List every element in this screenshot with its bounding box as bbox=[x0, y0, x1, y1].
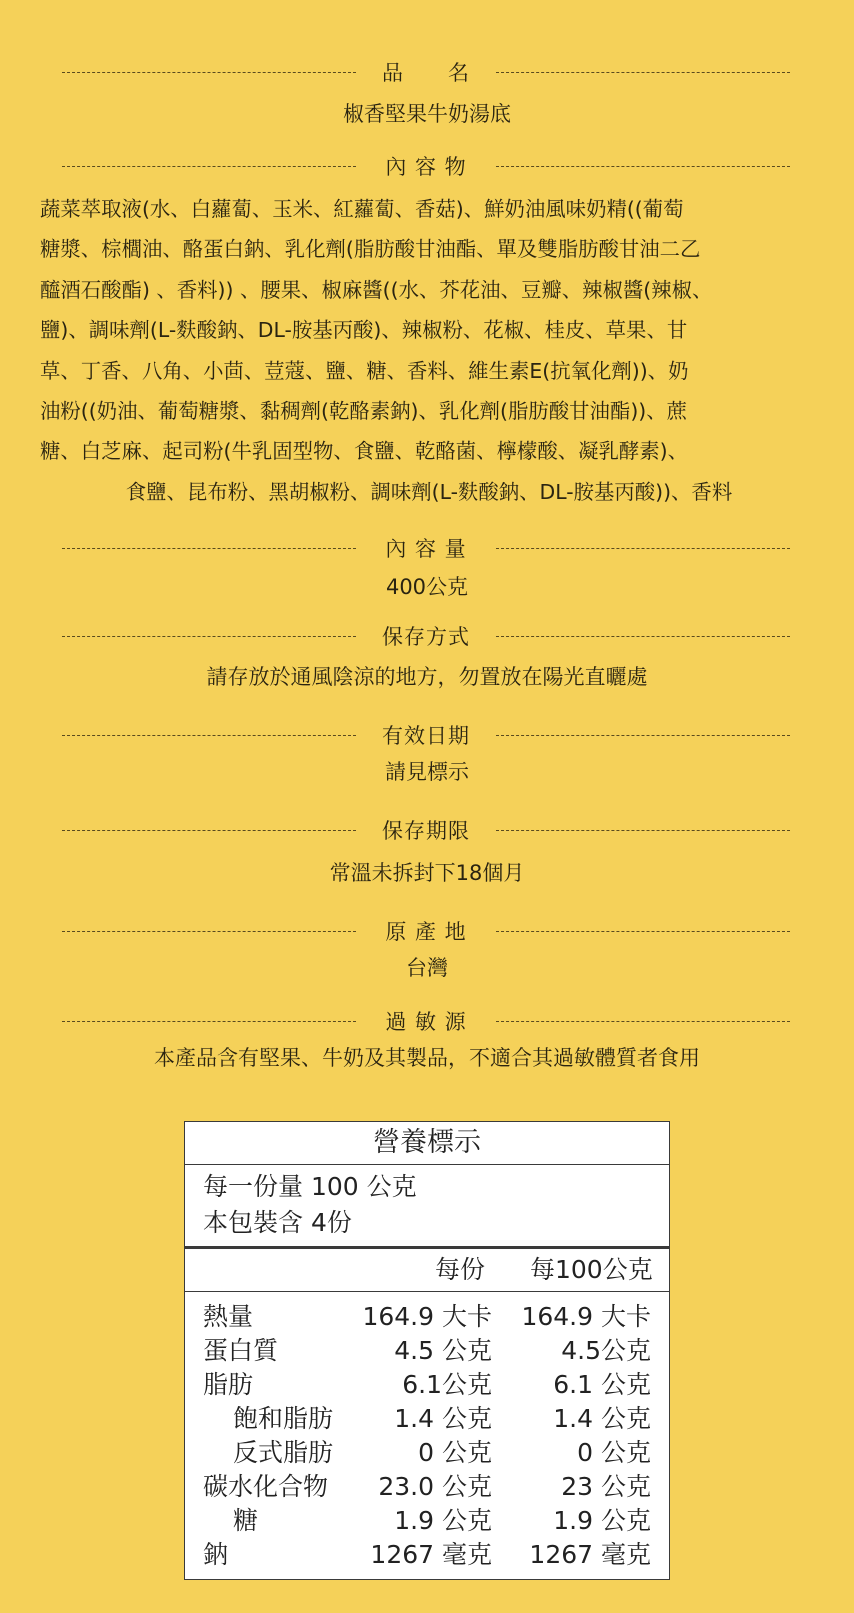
section-label: 保存方式 bbox=[382, 625, 470, 649]
divider-left bbox=[62, 830, 356, 831]
divider-left bbox=[62, 931, 356, 932]
product-name: 椒香堅果牛奶湯底 bbox=[343, 102, 511, 126]
section-label: 內 容 量 bbox=[385, 537, 467, 561]
section-header-name bbox=[62, 57, 790, 87]
nutrient-per-serving: 23.0 公克 bbox=[378, 1472, 492, 1501]
section-header-storage bbox=[62, 621, 790, 651]
divider-left bbox=[62, 735, 356, 736]
nutrient-per-serving: 0 公克 bbox=[418, 1438, 492, 1467]
column-per-100g: 每100公克 bbox=[530, 1255, 653, 1284]
section-header-allergen bbox=[62, 1006, 790, 1036]
nutrient-per-100g: 1.9 公克 bbox=[553, 1506, 651, 1535]
nutrient-name: 糖 bbox=[233, 1506, 259, 1535]
divider-right bbox=[496, 931, 790, 932]
nutrition-row bbox=[185, 1368, 669, 1402]
nutrition-row bbox=[185, 1334, 669, 1368]
allergen-statement: 本產品含有堅果、牛奶及其製品，不適合其過敏體質者食用 bbox=[154, 1046, 700, 1070]
nutrition-serving-info bbox=[185, 1165, 669, 1249]
nutrient-per-serving: 164.9 大卡 bbox=[362, 1302, 492, 1331]
nutrient-per-100g: 164.9 大卡 bbox=[521, 1302, 651, 1331]
section-label: 保存期限 bbox=[382, 819, 470, 843]
nutrient-per-100g: 6.1 公克 bbox=[553, 1370, 651, 1399]
section-header-net bbox=[62, 533, 790, 563]
nutrient-per-serving: 6.1公克 bbox=[402, 1370, 492, 1399]
nutrient-per-serving: 1.4 公克 bbox=[394, 1404, 492, 1433]
nutrition-column-header bbox=[185, 1249, 669, 1292]
section-header-origin bbox=[62, 916, 790, 946]
ingredients-line: 草、丁香、八角、小茴、荳蔻、鹽、糖、香料、維生素E(抗氧化劑))、奶 bbox=[40, 358, 689, 383]
nutrient-per-100g: 23 公克 bbox=[561, 1472, 651, 1501]
divider-left bbox=[62, 1021, 356, 1022]
divider-right bbox=[496, 1021, 790, 1022]
section-label: 有效日期 bbox=[382, 724, 470, 748]
storage-instructions: 請存放於通風陰涼的地方，勿置放在陽光直曬處 bbox=[206, 665, 648, 689]
divider-right bbox=[496, 166, 790, 167]
nutrition-row bbox=[185, 1436, 669, 1470]
divider-left bbox=[62, 166, 356, 167]
ingredients-line: 鹽)、調味劑(L-麩酸鈉、DL-胺基丙酸)、辣椒粉、花椒、桂皮、草果、甘 bbox=[40, 318, 688, 343]
nutrient-name: 脂肪 bbox=[203, 1370, 254, 1399]
nutrient-per-100g: 1.4 公克 bbox=[553, 1404, 651, 1433]
nutrition-row bbox=[185, 1538, 669, 1572]
section-header-expiry bbox=[62, 720, 790, 750]
nutrient-per-serving: 1267 毫克 bbox=[370, 1540, 492, 1569]
divider-left bbox=[62, 636, 356, 637]
nutrition-table bbox=[184, 1121, 670, 1580]
nutrition-row bbox=[185, 1470, 669, 1504]
nutrient-name: 蛋白質 bbox=[203, 1336, 279, 1365]
section-label: 原 產 地 bbox=[385, 920, 467, 944]
divider-right bbox=[496, 830, 790, 831]
divider-right bbox=[496, 72, 790, 73]
nutrition-row bbox=[185, 1504, 669, 1538]
section-label: 品 名 bbox=[382, 61, 470, 85]
nutrient-name: 碳水化合物 bbox=[203, 1472, 329, 1501]
section-label: 過 敏 源 bbox=[385, 1010, 467, 1034]
nutrient-per-serving: 4.5 公克 bbox=[394, 1336, 492, 1365]
origin-country: 台灣 bbox=[406, 956, 448, 980]
divider-left bbox=[62, 72, 356, 73]
divider-right bbox=[496, 735, 790, 736]
nutrition-row bbox=[185, 1300, 669, 1334]
ingredients-line: 油粉((奶油、葡萄糖漿、黏稠劑(乾酪素鈉)、乳化劑(脂肪酸甘油酯))、蔗 bbox=[40, 399, 688, 424]
nutrient-name: 熱量 bbox=[203, 1302, 254, 1331]
ingredients-line: 糖漿、棕櫚油、酪蛋白鈉、乳化劑(脂肪酸甘油酯、單及雙脂肪酸甘油二乙 bbox=[40, 237, 701, 262]
divider-left bbox=[62, 548, 356, 549]
nutrition-row bbox=[185, 1402, 669, 1436]
serving-size: 每一份量 100 公克 bbox=[203, 1172, 417, 1201]
nutrient-per-100g: 0 公克 bbox=[577, 1438, 651, 1467]
ingredients-line: 醯酒石酸酯) 、香料)) 、腰果、椒麻醬((水、芥花油、豆瓣、辣椒醬(辣椒、 bbox=[40, 277, 713, 302]
ingredients-line: 糖、白芝麻、起司粉(牛乳固型物、食鹽、乾酪菌、檸檬酸、凝乳酵素)、 bbox=[40, 439, 689, 464]
expiry-date: 請見標示 bbox=[385, 760, 469, 784]
ingredients-line: 食鹽、昆布粉、黑胡椒粉、調味劑(L-麩酸鈉、DL-胺基丙酸))、香料 bbox=[125, 479, 733, 504]
column-per-serving: 每份 bbox=[435, 1255, 486, 1284]
ingredients-line: 蔬菜萃取液(水、白蘿蔔、玉米、紅蘿蔔、香菇)、鮮奶油風味奶精((葡萄 bbox=[40, 197, 684, 221]
divider-right bbox=[496, 636, 790, 637]
nutrition-rows bbox=[185, 1292, 669, 1572]
ingredients-text bbox=[40, 189, 818, 512]
nutrient-name: 鈉 bbox=[203, 1540, 229, 1569]
shelf-life: 常溫未拆封下18個月 bbox=[329, 861, 525, 885]
nutrient-per-100g: 4.5公克 bbox=[561, 1336, 651, 1365]
net-weight: 400公克 bbox=[385, 575, 469, 599]
nutrient-per-100g: 1267 毫克 bbox=[529, 1540, 651, 1569]
servings-per-package: 本包裝含 4份 bbox=[203, 1208, 352, 1237]
section-header-contents bbox=[62, 151, 790, 181]
section-label: 內 容 物 bbox=[385, 155, 467, 179]
section-header-shelf-life bbox=[62, 815, 790, 845]
nutrient-name: 飽和脂肪 bbox=[233, 1404, 334, 1433]
nutrition-title: 營養標示 bbox=[185, 1122, 669, 1165]
nutrient-per-serving: 1.9 公克 bbox=[394, 1506, 492, 1535]
nutrient-name: 反式脂肪 bbox=[233, 1438, 334, 1467]
divider-right bbox=[496, 548, 790, 549]
